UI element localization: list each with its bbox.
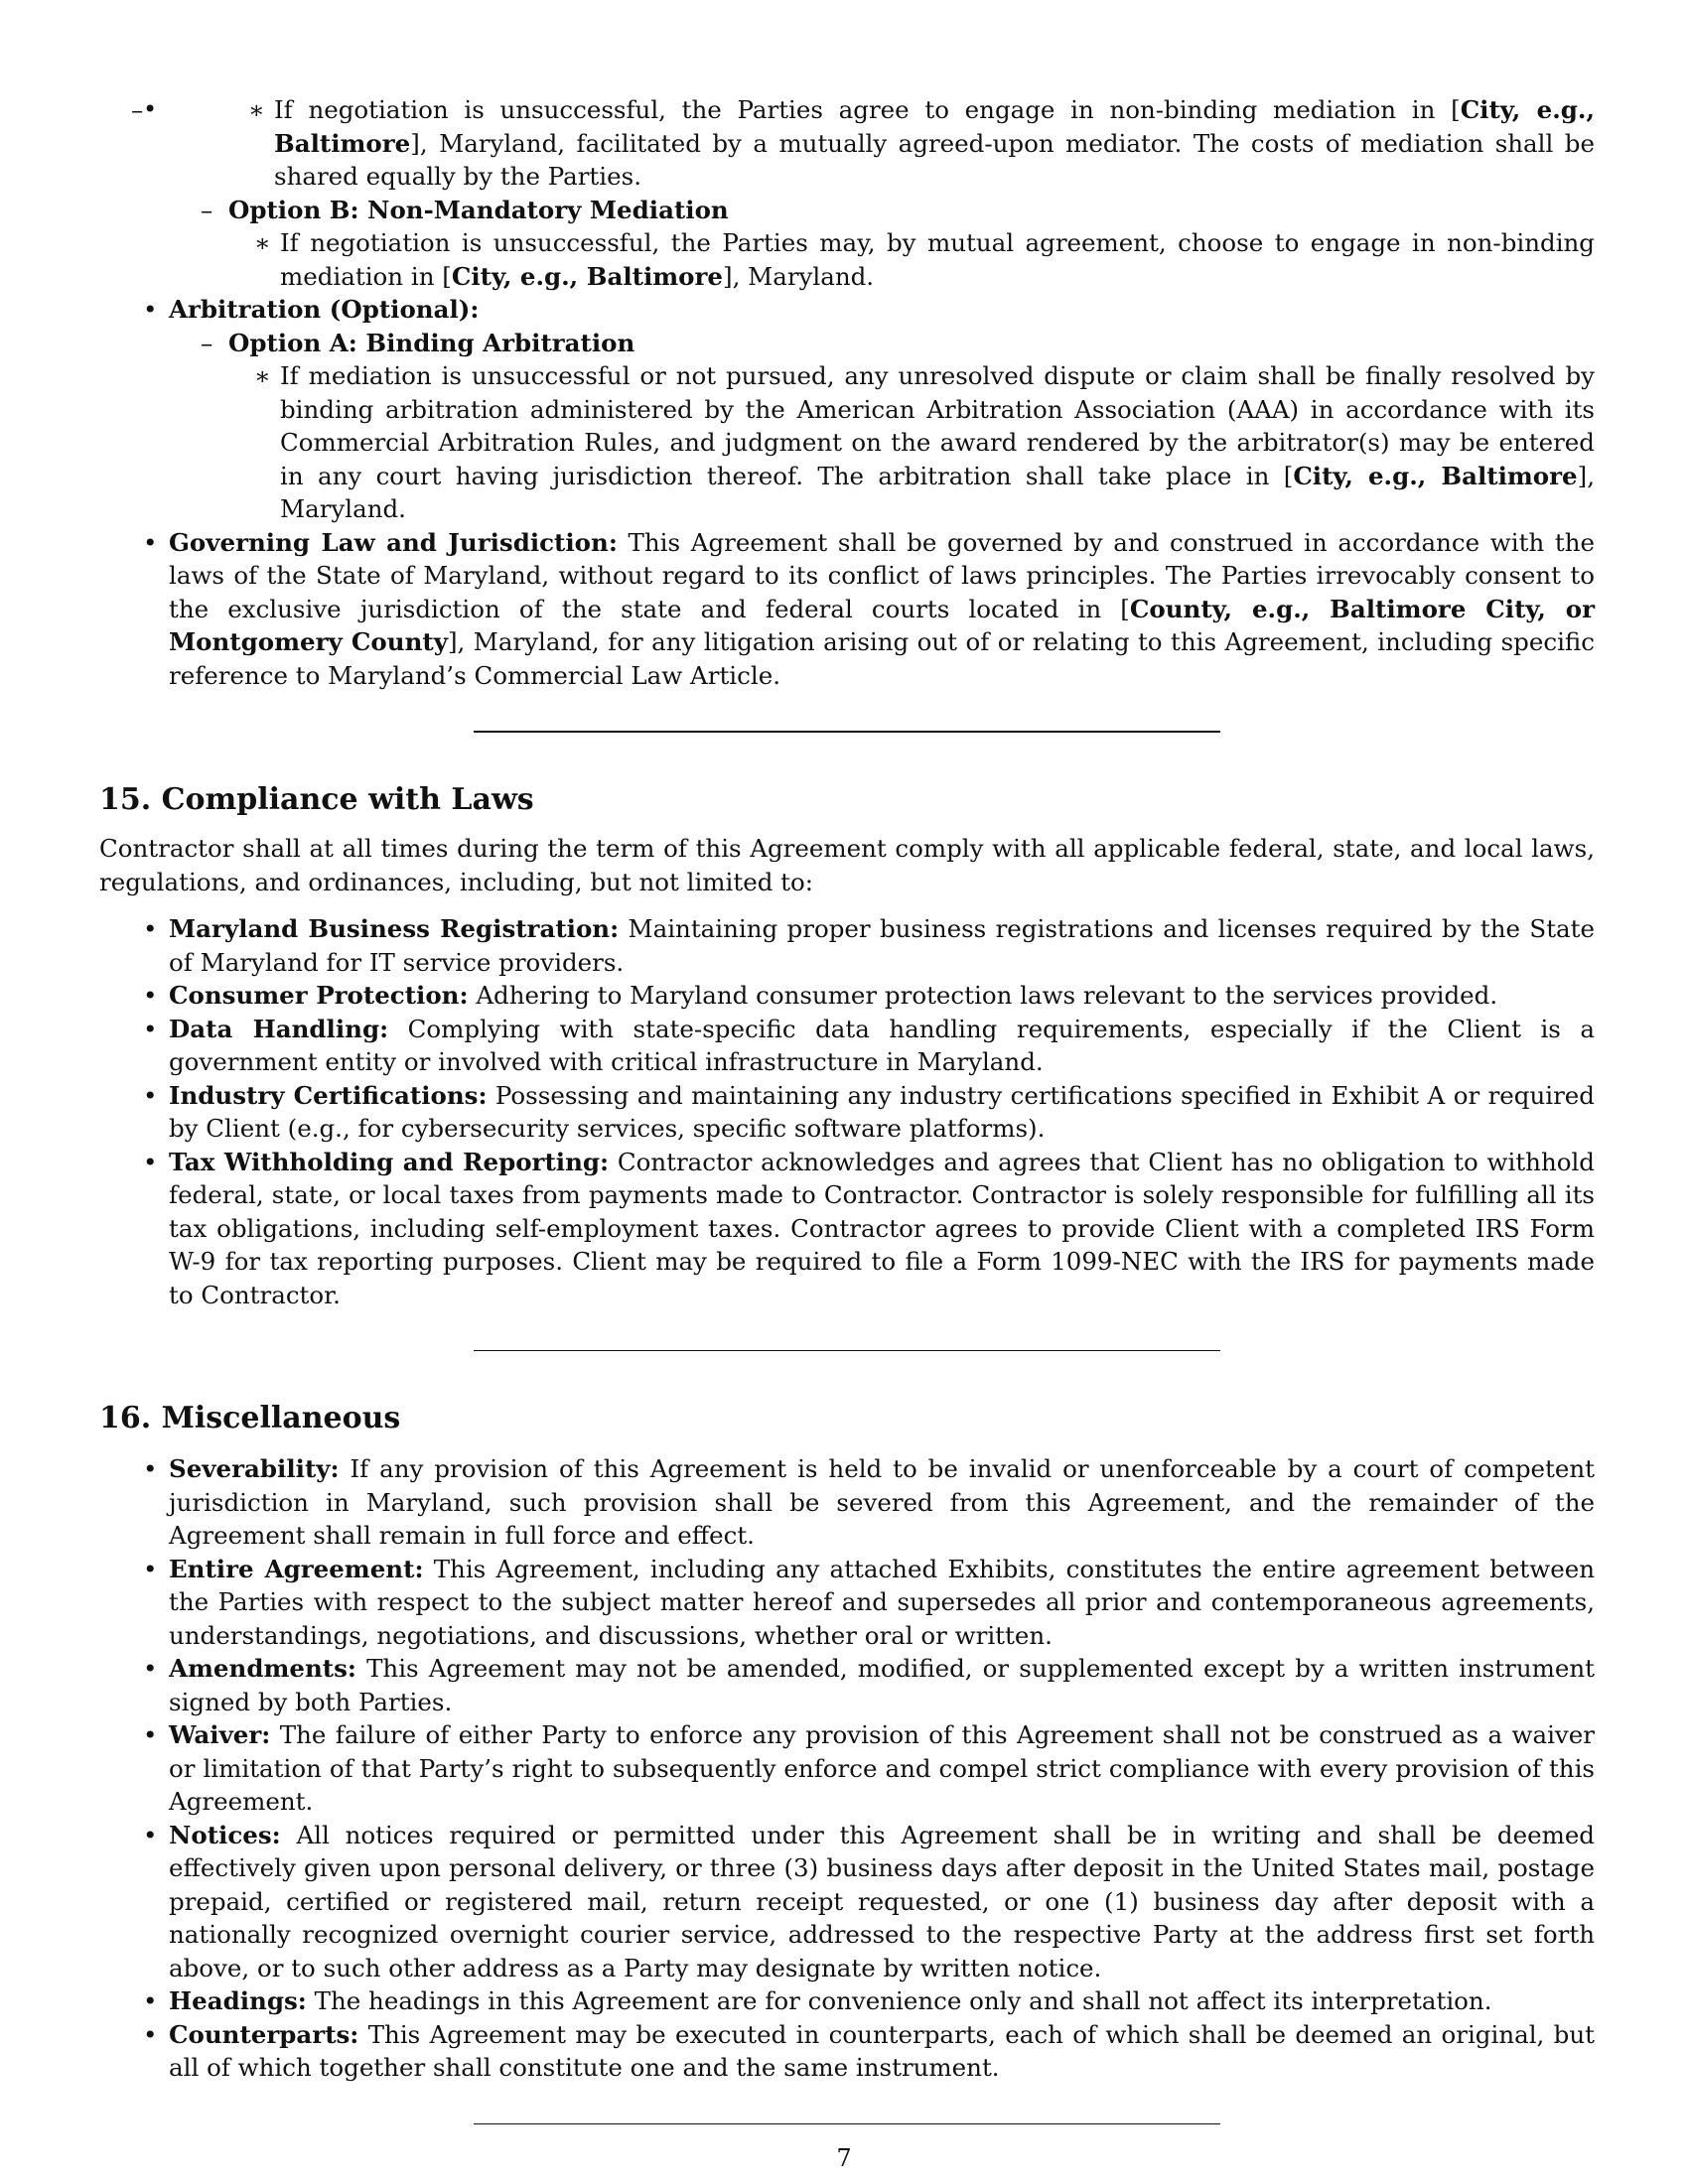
- list-item: • Consumer Protection: Adhering to Maryland consumer protection laws relevant to the services provided.: [143, 981, 1498, 1010]
- mediation-continuation: [169, 93, 1595, 194]
- option-b-label: Option B: Non-Mandatory Mediation: [228, 195, 729, 224]
- list-item: • Entire Agreement: This Agreement, including any attached Exhibits, constitutes the entire agreement between the Parties with respect to the subject matter hereof and supersedes all prior and contemporaneous agreements, understandings, negotiations, and discussions, whether oral or written.: [143, 1554, 1595, 1650]
- list-item: • Industry Certifications: Possessing and maintaining any industry certifications specified in Exhibit A or required by Client (e.g., for cybersecurity services, specific software platforms).: [143, 1080, 1595, 1143]
- mediation-option-b-list: [99, 194, 1595, 294]
- compliance-list: [99, 912, 1595, 1311]
- county-placeholder: County, e.g., Baltimore City, or Montgomery County: [169, 594, 1595, 656]
- list-item: • Waiver: The failure of either Party to enforce any provision of this Agreement shall not be construed as a waiver or limitation of that Party’s right to subsequently enforce and compel strict compliance with every provision of this Agreement.: [143, 1720, 1595, 1816]
- miscellaneous-list: [99, 1452, 1595, 2085]
- list-item: • Severability: If any provision of this Agreement is held to be invalid or unenforceable by a court of competent jurisdiction in Maryland, such provision shall be severed from this Agreement, and the remainder of the Agreement shall remain in full force and effect.: [143, 1454, 1595, 1550]
- list-item: • Counterparts: This Agreement may be executed in counterparts, each of which shall be deemed an original, but all of which together shall constitute one and the same instrument.: [143, 2019, 1595, 2082]
- list-item: • Tax Withholding and Reporting: Contractor acknowledges and agrees that Client has no obligation to withhold federal, state, or local taxes from payments made to Contractor. Contractor is solely responsible for fulfilling all its tax obligations, including self-employment taxes. Contractor agrees to provide Client with a completed IRS Form W-9 for tax reporting purposes. Client may be required to file a Form 1099-NEC with the IRS for payments made to Contractor.: [143, 1147, 1595, 1309]
- list-item: • Maryland Business Registration: Maintaining proper business registrations and licenses required by the State of Maryland for IT service providers.: [143, 914, 1595, 977]
- city-placeholder: City, e.g., Baltimore: [274, 95, 1595, 158]
- list-item: • Headings: The headings in this Agreement are for convenience only and shall not affect its interpretation.: [143, 1986, 1492, 2015]
- arbitration-item: • Arbitration (Optional): – Option A: Binding Arbitration ∗ If mediation is unsuccessful or not pursued, any unresolved dispute or claim shall be finally resolved by binding arbitration administered by the American Arbitration Association (AAA) in accordance with its Commercial Arbitration Rules, and judgment on the award rendered by the arbitrator(s) may be entered in any court having jurisdiction thereof. The arbitration shall take place in [City, e.g., Baltimore], Maryland.: [169, 293, 1595, 526]
- list-item: • Amendments: This Agreement may not be amended, modified, or supplemented except by a written instrument signed by both Parties.: [143, 1654, 1595, 1716]
- mediation-option-a-text: ∗ – • If negotiation is unsuccessful, the Parties agree to engage in non-binding mediation in [City, e.g., Baltimore], Maryland, facilitated by a mutually agreed-upon mediator. The costs of mediation shall be shared equally by the Parties.: [274, 93, 1595, 194]
- section-divider: [474, 731, 1220, 733]
- document-page: [99, 93, 1595, 2124]
- section-15-heading: 15. Compliance with Laws: [99, 782, 534, 817]
- arbitration-option-a-label: Option A: Binding Arbitration: [228, 328, 635, 357]
- section-divider: [474, 1350, 1220, 1351]
- list-item: • Notices: All notices required or permitted under this Agreement shall be in writing and shall be deemed effectively given upon personal delivery, or three (3) business days after deposit in the United States mail, postage prepaid, certified or registered mail, return receipt requested, or one (1) business day after deposit with a nationally recognized overnight courier service, addressed to the respective Party at the address first set forth above, or to such other address as a Party may designate by written notice.: [143, 1820, 1595, 1982]
- mediation-option-b-text: ∗ If negotiation is unsuccessful, the Parties may, by mutual agreement, choose to engage in non-binding mediation in [City, e.g., Baltimore], Maryland.: [254, 228, 1595, 291]
- list-item: • Data Handling: Complying with state-specific data handling requirements, especially if the Client is a government entity or involved with critical infrastructure in Maryland.: [143, 1014, 1595, 1076]
- mediation-option-a-continuation: [159, 93, 1595, 194]
- section-15-intro: Contractor shall at all times during the term of this Agreement comply with all applicable federal, state, and local laws, regulations, and ordinances, including, but not limited to:: [99, 834, 1595, 896]
- arbitration-list: [99, 293, 1595, 692]
- section-16-heading: 16. Miscellaneous: [99, 1401, 401, 1435]
- mediation-option-b: – Option B: Non-Mandatory Mediation ∗ If negotiation is unsuccessful, the Parties may, by mutual agreement, choose to engage in non-binding mediation in [City, e.g., Baltimore], Maryland.: [228, 194, 1595, 294]
- dispute-resolution-list: [99, 93, 1595, 194]
- mediation-options: [99, 93, 1595, 194]
- arbitration-label: Arbitration (Optional):: [169, 295, 480, 324]
- governing-law-item: • Governing Law and Jurisdiction: This Agreement shall be governed by and construed in accordance with the laws of the State of Maryland, without regard to its conflict of laws principles. The Parties irrevocably consent to the exclusive jurisdiction of the state and federal courts located in [County, e.g., Baltimore City, or Montgomery County], Maryland, for any litigation arising out of or relating to this Agreement, including specific reference to Maryland’s Commercial Law Article.: [143, 527, 1596, 690]
- section-divider: [474, 2123, 1220, 2124]
- arbitration-option-a-text: ∗ If mediation is unsuccessful or not pursued, any unresolved dispute or claim shall be finally resolved by binding arbitration administered by the American Arbitration Association (AAA) in accordance with its Commercial Arbitration Rules, and judgment on the award rendered by the arbitrator(s) may be entered in any court having jurisdiction thereof. The arbitration shall take place in [City, e.g., Baltimore], Maryland.: [254, 361, 1596, 523]
- arbitration-option-a: – Option A: Binding Arbitration ∗ If mediation is unsuccessful or not pursued, any unresolved dispute or claim shall be finally resolved by binding arbitration administered by the American Arbitration Association (AAA) in accordance with its Commercial Arbitration Rules, and judgment on the award rendered by the arbitrator(s) may be entered in any court having jurisdiction thereof. The arbitration shall take place in [City, e.g., Baltimore], Maryland.: [228, 327, 1595, 526]
- page-number: 7: [836, 2144, 852, 2172]
- governing-law-label: Governing Law and Jurisdiction:: [169, 527, 618, 557]
